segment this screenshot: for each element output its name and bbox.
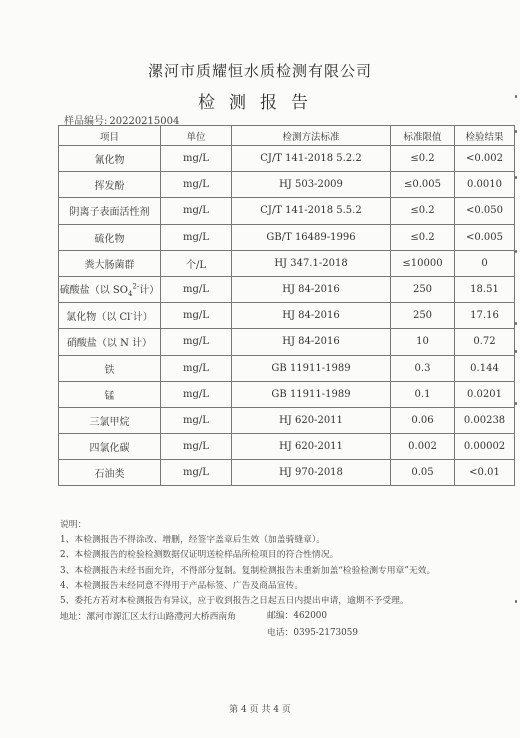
cell-item: 三氯甲烷: [59, 407, 161, 433]
cell-result: 0.0010: [455, 172, 515, 198]
cell-item: 铁: [59, 355, 161, 381]
cell-limit: 250: [391, 276, 455, 302]
cell-item: 硫化物: [59, 224, 161, 250]
cell-method: HJ 84-2016: [232, 276, 391, 302]
table-row: [59, 303, 515, 329]
cell-method: CJ/T 141-2018 5.5.2: [232, 198, 391, 224]
test-results-table: [58, 125, 515, 486]
cell-unit: mg/L: [161, 355, 232, 381]
sample-number-label: 样品编号:: [64, 116, 108, 127]
cell-result: 0.72: [455, 329, 515, 355]
note-item: 4、本检测报告未经同意不得用于产品标签、广告及商品宣传。: [60, 580, 304, 591]
cell-item: 氯化物（以 Cl-计）: [59, 303, 161, 329]
notes-heading: 说明：: [60, 520, 87, 530]
cell-limit: 0.3: [391, 355, 455, 381]
cell-method: HJ 84-2016: [232, 329, 391, 355]
cell-unit: mg/L: [161, 407, 232, 433]
cell-result: 0.00002: [455, 434, 515, 460]
address-label: 地址：: [60, 612, 87, 622]
phone-line: [267, 625, 358, 638]
table-row: [59, 146, 515, 172]
cell-item: 四氯化碳: [59, 434, 161, 460]
notes-section: [60, 518, 500, 609]
cell-method: CJ/T 141-2018 5.2.2: [232, 146, 391, 172]
cell-unit: mg/L: [161, 276, 232, 302]
cell-unit: mg/L: [161, 146, 232, 172]
cell-limit: 0.002: [391, 434, 455, 460]
cell-unit: mg/L: [161, 172, 232, 198]
cell-result: 17.16: [455, 303, 515, 329]
phone-value: 0395-2173059: [293, 628, 358, 638]
header-item: 项目: [59, 126, 161, 146]
header-method: 检测方法标准: [232, 126, 391, 146]
binding-edge-marks: [514, 0, 518, 738]
company-name: 漯河市质耀恒水质检测有限公司: [147, 62, 372, 80]
cell-limit: 0.1: [391, 381, 455, 407]
table-header-row: [59, 126, 515, 146]
cell-limit: ≤0.2: [391, 146, 455, 172]
address-value: 漯河市源汇区太行山路澧河大桥西南角: [86, 612, 236, 622]
table-row: [59, 460, 515, 486]
cell-unit: mg/L: [161, 434, 232, 460]
cell-method: HJ 347.1-2018: [232, 250, 391, 276]
cell-result: 0: [455, 250, 515, 276]
cell-result: <0.01: [455, 460, 515, 486]
cell-method: HJ 620-2011: [232, 407, 391, 433]
cell-item: 硝酸盐（以 N 计）: [59, 329, 161, 355]
table-row: [59, 172, 515, 198]
cell-result: 0.0201: [455, 381, 515, 407]
note-item: 5、委托方若对本检测报告有异议，应于收到报告之日起五日内提出申请，逾期不予受理。: [60, 596, 409, 607]
header-unit: 单位: [161, 126, 232, 146]
note-item: 1、本检测报告不得涂改、增删，经签字盖章后生效（加盖骑缝章）。: [60, 535, 326, 546]
phone-label: 电话：: [267, 628, 294, 638]
cell-item: 阴离子表面活性剂: [59, 198, 161, 224]
cell-result: <0.002: [455, 146, 515, 172]
cell-result: 0.144: [455, 355, 515, 381]
table-row: [59, 224, 515, 250]
table-row: [59, 381, 515, 407]
table-row: [59, 329, 515, 355]
note-item: 3、本检测报告未经书面允许，不得部分复制。复制检测报告未重新加盖“检验检测专用章”无效。: [60, 565, 436, 576]
cell-method: HJ 503-2009: [232, 172, 391, 198]
header-result: 检验结果: [455, 126, 515, 146]
cell-result: <0.050: [455, 198, 515, 224]
cell-unit: mg/L: [161, 303, 232, 329]
cell-method: HJ 84-2016: [232, 303, 391, 329]
cell-method: GB 11911-1989: [232, 355, 391, 381]
cell-limit: ≤10000: [391, 250, 455, 276]
report-title: 检测报告: [198, 93, 322, 113]
table-row: [59, 276, 515, 302]
header-limit: 标准限值: [391, 126, 455, 146]
table-row: [59, 250, 515, 276]
cell-item: 挥发酚: [59, 172, 161, 198]
cell-item: 锰: [59, 381, 161, 407]
cell-method: GB 11911-1989: [232, 381, 391, 407]
cell-limit: 0.06: [391, 407, 455, 433]
cell-result: <0.005: [455, 224, 515, 250]
cell-method: HJ 970-2018: [232, 460, 391, 486]
cell-item: 氰化物: [59, 146, 161, 172]
postcode-line: [267, 608, 327, 621]
cell-limit: ≤0.2: [391, 198, 455, 224]
page-number: 第 4 页 共 4 页: [229, 705, 291, 715]
cell-unit: mg/L: [161, 460, 232, 486]
cell-item: 硫酸盐（以 $SO_4^{2-}$计）: [59, 276, 161, 302]
cell-unit: mg/L: [161, 198, 232, 224]
cell-limit: 10: [391, 329, 455, 355]
table-row: [59, 407, 515, 433]
cell-unit: 个/L: [161, 250, 232, 276]
cell-limit: 250: [391, 303, 455, 329]
cell-result: 18.51: [455, 276, 515, 302]
cell-unit: mg/L: [161, 381, 232, 407]
postcode-label: 邮编：: [267, 611, 294, 621]
cell-result: 0.00238: [455, 407, 515, 433]
cell-limit: 0.05: [391, 460, 455, 486]
cell-unit: mg/L: [161, 224, 232, 250]
cell-unit: mg/L: [161, 329, 232, 355]
cell-limit: ≤0.2: [391, 224, 455, 250]
table-row: [59, 198, 515, 224]
table-row: [59, 355, 515, 381]
cell-item: 石油类: [59, 460, 161, 486]
cell-item: 粪大肠菌群: [59, 250, 161, 276]
table-row: [59, 434, 515, 460]
sample-number-value: 20220215004: [109, 116, 180, 127]
cell-limit: ≤0.005: [391, 172, 455, 198]
postcode-value: 462000: [293, 611, 327, 621]
cell-method: HJ 620-2011: [232, 434, 391, 460]
note-item: 2、本检测报告的检验检测数据仅证明送检样品所检项目的符合性情况。: [60, 550, 339, 561]
cell-method: GB/T 16489-1996: [232, 224, 391, 250]
